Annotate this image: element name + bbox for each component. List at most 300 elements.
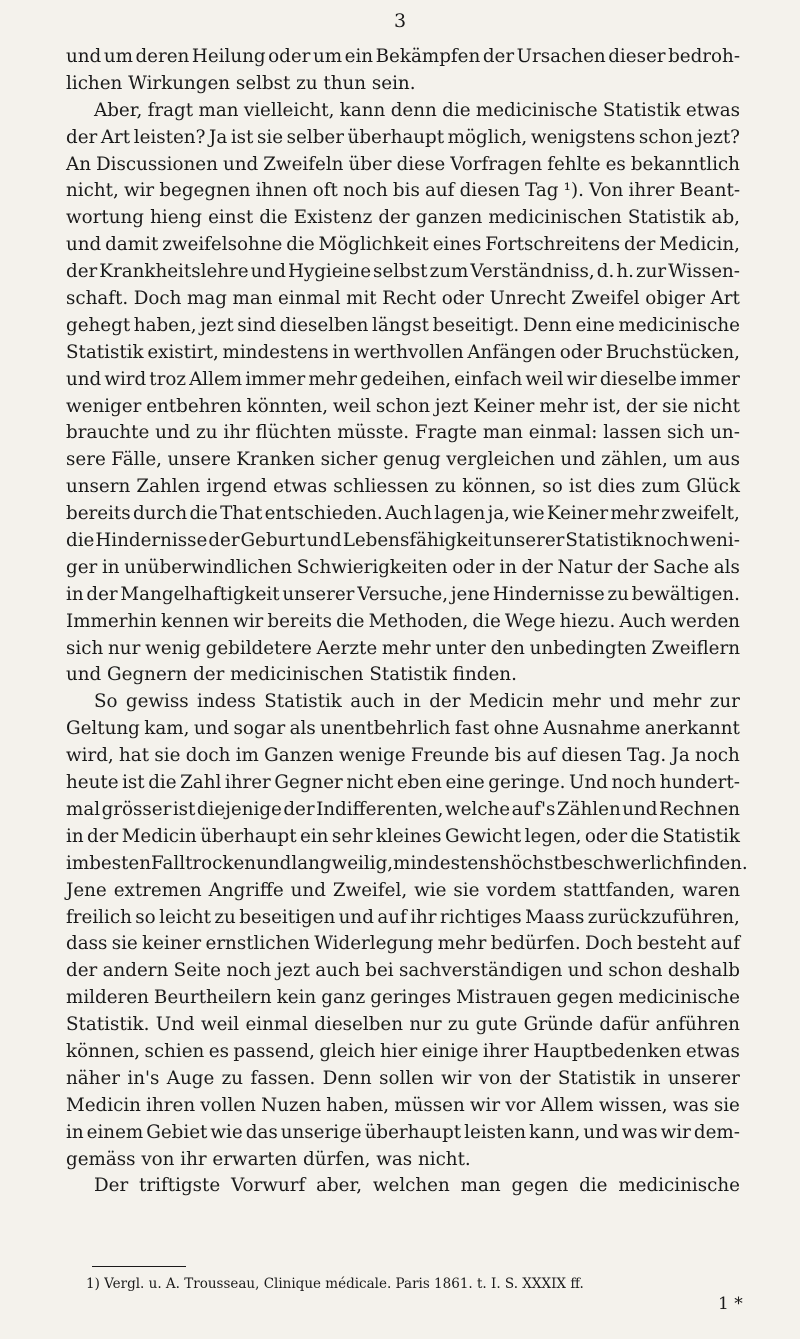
word: Medicin [66, 1094, 141, 1116]
word: können, [462, 476, 537, 498]
word: Existenz [293, 207, 373, 229]
word: bis [392, 180, 420, 202]
word: hundert- [659, 772, 740, 794]
word: wie [210, 1121, 243, 1143]
word: wir [469, 1094, 501, 1116]
word: bedroh- [668, 46, 740, 67]
word: Zweifel, [332, 879, 408, 901]
word: mindestens [393, 852, 500, 874]
word: ab, [711, 207, 740, 229]
word: Fall [151, 852, 186, 874]
word: so [135, 906, 156, 928]
word: weil [332, 395, 372, 417]
text-line [66, 71, 740, 98]
word: längst [371, 314, 429, 336]
word: Indifferenten, [316, 798, 444, 820]
word: besteht [636, 933, 707, 955]
word: fragt [147, 99, 194, 121]
word: unserer [492, 530, 565, 552]
word: und [256, 852, 292, 874]
word: Gewicht [444, 825, 522, 847]
word: Mistrauen [456, 987, 552, 1009]
word: lassen [603, 422, 662, 444]
text-line [66, 205, 740, 232]
word: brauchte [66, 422, 150, 444]
footnote-rule [92, 1266, 186, 1267]
word: zweifelt, [661, 503, 740, 525]
word: ist [568, 476, 592, 498]
word: in [499, 556, 517, 578]
word: d. [596, 261, 615, 283]
word: Art [100, 126, 131, 148]
word: im [66, 852, 90, 874]
word: Von [589, 180, 624, 202]
word: die [472, 610, 501, 632]
word: aber, [316, 1175, 363, 1197]
word: sogar [233, 718, 286, 740]
text-line [66, 878, 740, 905]
word: fast [454, 718, 490, 740]
word: hat [119, 745, 150, 767]
word: leisten [464, 1121, 527, 1143]
word: ihr [223, 422, 250, 444]
word: ohne [493, 718, 539, 740]
word: Allem [189, 368, 243, 390]
word: und [155, 422, 191, 444]
word: über [348, 153, 392, 175]
word: fassen. [250, 1067, 316, 1089]
word: Keiner [473, 395, 535, 417]
word: oder [584, 825, 628, 847]
word: und [193, 718, 230, 740]
word: ist, [592, 395, 622, 417]
text-line [66, 905, 740, 932]
word: medicinische [618, 1175, 740, 1197]
word: zu [447, 1014, 470, 1036]
word: Bruchstücken, [605, 341, 740, 363]
word: Medicin [468, 691, 544, 713]
word: Medicin, [659, 234, 740, 256]
word: der [625, 395, 658, 417]
word: noch [643, 530, 689, 552]
word: jene [450, 583, 490, 605]
word: und [66, 368, 102, 390]
word: Denn [522, 314, 572, 336]
word: Maass [525, 906, 585, 928]
word: Aber, [94, 99, 143, 121]
word: selber [286, 126, 344, 148]
word: und [622, 798, 658, 820]
word: besten [89, 852, 152, 874]
word: Statistik. [66, 1014, 150, 1036]
word: Recht [382, 288, 437, 310]
text-line [66, 474, 740, 501]
word: Art [710, 288, 740, 310]
word: müssen [394, 1094, 465, 1116]
text-line [66, 1173, 740, 1200]
word: gleich [319, 1040, 376, 1062]
word: einmal: [528, 422, 598, 444]
word: in [66, 825, 84, 847]
word: oft [312, 180, 338, 202]
word: ist [230, 126, 254, 148]
text-line [66, 528, 740, 555]
word: in [66, 1121, 84, 1143]
word: Tag [525, 180, 559, 202]
word: Geburt [240, 530, 306, 552]
word: lagen [434, 503, 486, 525]
word: von [478, 1067, 512, 1089]
word: eine [445, 772, 485, 794]
word: gehegt [66, 314, 131, 336]
word: ihren [146, 1094, 196, 1116]
word: Kranken [236, 449, 316, 471]
word: Auch [619, 610, 667, 632]
word: man [482, 422, 523, 444]
word: Medicin [121, 825, 197, 847]
word: vordem [486, 879, 557, 901]
word: diese [396, 153, 446, 175]
word: stattfanden, [563, 879, 676, 901]
word: höchst [499, 852, 561, 874]
word: Fortschreitens [485, 234, 621, 256]
word: Vorwurf [231, 1175, 306, 1197]
word: um [103, 46, 133, 67]
word: Hindernisse [492, 583, 605, 605]
word: unentbehrlich [320, 718, 451, 740]
word: Zahl [180, 772, 222, 794]
word: könnten, [246, 395, 329, 417]
word: der [624, 234, 656, 256]
word: und [306, 530, 342, 552]
word: sie [453, 879, 480, 901]
word: Immerhin [66, 610, 157, 632]
text-line [66, 98, 740, 125]
word: kann [339, 99, 386, 121]
word: freilich [66, 906, 132, 928]
word: um [673, 449, 703, 471]
word: flüchten [255, 422, 332, 444]
word: noch [695, 745, 740, 767]
word: Krankheitslehre [99, 261, 249, 283]
text-line [66, 1120, 740, 1147]
word: der [86, 583, 118, 605]
word: So [94, 691, 118, 713]
signature-mark: 1 * [718, 1294, 743, 1314]
text-line [66, 313, 740, 340]
word: überhaupt [347, 126, 445, 148]
word: als [289, 718, 316, 740]
word: Und [155, 1014, 195, 1036]
word: mehr [652, 691, 702, 713]
word: unsere [167, 449, 231, 471]
text-line [66, 1066, 740, 1093]
word: vollen [200, 1094, 256, 1116]
text-line [66, 232, 740, 259]
word: irgend [206, 476, 267, 498]
word: der [66, 126, 98, 148]
word: mehr [437, 933, 487, 955]
word: der [429, 691, 461, 713]
word: bis [494, 745, 522, 767]
text-line [66, 824, 740, 851]
word: zu [434, 476, 457, 498]
word: eben [396, 772, 442, 794]
word: etwas [685, 1040, 740, 1062]
word: etwas [273, 476, 328, 498]
word: medicinische [618, 314, 740, 336]
word: und [583, 1121, 619, 1143]
word: weil [525, 368, 564, 390]
word: die [259, 207, 288, 229]
word: der [283, 798, 315, 820]
word: der [521, 556, 553, 578]
word: schon [375, 395, 431, 417]
word: und [560, 449, 596, 471]
word: den [490, 637, 525, 659]
word: wir [233, 610, 264, 632]
word: die [286, 234, 315, 256]
text-line [66, 636, 740, 663]
word: gewiss [125, 691, 189, 713]
word: medicinischen [488, 207, 622, 229]
word: wird [104, 368, 147, 390]
word: bekanntlich [630, 153, 740, 175]
word: Ganzen [264, 745, 334, 767]
word: die [189, 503, 218, 525]
word: dieselbe [599, 368, 677, 390]
word: wie [512, 503, 545, 525]
word: wir [123, 180, 155, 202]
word: Gründe [523, 1014, 594, 1036]
word: haben, [326, 1094, 390, 1116]
word: die [148, 772, 177, 794]
word: grösser [101, 798, 172, 820]
text-line [66, 259, 740, 286]
word: in's [127, 1067, 160, 1089]
text-line [66, 662, 740, 689]
word: genug [382, 449, 441, 471]
word: die [66, 530, 95, 552]
word: der [519, 1067, 551, 1089]
word: vergleichen [446, 449, 555, 471]
word: Widerlegung [314, 933, 434, 955]
word: schien [144, 1040, 205, 1062]
line-text: und Gegnern der medicinischen Statistik finden. [66, 664, 517, 686]
text-line [66, 689, 740, 716]
text-line [66, 931, 740, 958]
word: und [567, 960, 603, 982]
word: einem [86, 1121, 144, 1143]
text-line [66, 394, 740, 421]
word: einst [208, 207, 254, 229]
word: waren [682, 879, 740, 901]
word: damit [105, 234, 159, 256]
word: kein [276, 987, 317, 1009]
word: und [609, 691, 645, 713]
word: Schwierigkeiten [296, 556, 448, 578]
word: noch [611, 772, 657, 794]
word: und [250, 261, 286, 283]
word: einige [421, 1040, 479, 1062]
word: anerkannt [644, 718, 740, 740]
text-line [66, 44, 740, 71]
word: richtiges [439, 906, 522, 928]
word: um [312, 46, 343, 67]
word: Verständniss, [470, 261, 595, 283]
word: Statistik [264, 691, 342, 713]
word: einmal [245, 1014, 308, 1036]
word: Gegner [274, 772, 343, 794]
word: selbst [373, 261, 428, 283]
word: bereits [267, 610, 333, 632]
word: Statistik [66, 341, 144, 363]
word: ein [300, 825, 329, 847]
text-line [66, 447, 740, 474]
word: heute [66, 772, 119, 794]
word: jezt [434, 395, 469, 417]
word: Hauptbedenken [533, 1040, 682, 1062]
word: schliessen [333, 476, 429, 498]
word: Doch [133, 288, 182, 310]
word: unserer [282, 583, 355, 605]
word: Keiner [546, 503, 609, 525]
word: beschwerlich [560, 852, 684, 874]
word: obiger [645, 288, 706, 310]
word: auf [377, 906, 407, 928]
word: Angriffe [208, 879, 284, 901]
word: Vorfragen [450, 153, 543, 175]
word: auch [315, 960, 360, 982]
word: nicht, [66, 180, 119, 202]
word: unter [435, 637, 486, 659]
word: Fragte [414, 422, 478, 444]
word: Zweifeln [263, 153, 344, 175]
word: Auch [385, 503, 432, 525]
word: in [66, 583, 84, 605]
word: so [542, 476, 563, 498]
word: dieselben [279, 314, 369, 336]
word: die [336, 610, 365, 632]
word: Glück [686, 476, 740, 498]
text-line [66, 797, 740, 824]
word: hieng [150, 207, 202, 229]
word: sicher [320, 449, 378, 471]
word: wenige [338, 745, 406, 767]
footnote: 1) Vergl. u. A. Trousseau, Clinique médicale. Paris 1861. t. I. S. XXXIX ff. [86, 1276, 584, 1292]
word: geringes [370, 987, 452, 1009]
word: sind [237, 314, 277, 336]
word: begegnen [159, 180, 251, 202]
word: Unrecht [489, 288, 566, 310]
word: möglich, [447, 126, 528, 148]
word: wir [566, 368, 597, 390]
word: Statistik [602, 99, 681, 121]
word: noch [342, 180, 388, 202]
word: müsste. [337, 422, 410, 444]
text-line [66, 716, 740, 743]
word: sie [154, 745, 181, 767]
word: wissen, [598, 1094, 668, 1116]
word: in [101, 556, 120, 578]
word: Statistik [565, 530, 643, 552]
word: der [66, 960, 98, 982]
word: vor [505, 1094, 536, 1116]
word: zurückzuführen, [587, 906, 740, 928]
word: Auge [166, 1067, 215, 1089]
word: der [616, 556, 649, 578]
word: wortung [66, 207, 144, 229]
word: Zweiflern [651, 637, 740, 659]
word: auf [526, 745, 557, 767]
text-line [66, 985, 740, 1012]
word: hier [380, 1040, 418, 1062]
word: kam, [144, 718, 190, 740]
word: langweilig, [291, 852, 394, 874]
word: in [332, 341, 350, 363]
word: zweifelsohne [162, 234, 283, 256]
word: deren [135, 46, 190, 67]
page-number: 3 [393, 10, 407, 32]
word: und [66, 46, 102, 67]
word: man [232, 288, 273, 310]
word: überhaupt [364, 1121, 462, 1143]
word: jezt? [696, 126, 740, 148]
word: der [208, 530, 240, 552]
word: einfach [454, 368, 523, 390]
word: Freunde [410, 745, 490, 767]
text-line [66, 420, 740, 447]
text-line [66, 851, 748, 878]
word: bereits [66, 503, 131, 525]
word: ihnen [255, 180, 308, 202]
word: ist [122, 772, 145, 794]
word: sollen [379, 1067, 434, 1089]
text-line [66, 770, 740, 797]
word: gegen [556, 987, 614, 1009]
word: und [66, 234, 102, 256]
word: Möglichkeit [318, 234, 429, 256]
word: kleines [375, 825, 442, 847]
word: Statistik [662, 825, 740, 847]
text-line [66, 582, 740, 609]
word: welchen [372, 1175, 450, 1197]
text-line [66, 286, 740, 313]
word: zum [429, 261, 469, 283]
word: Hindernisse [95, 530, 208, 552]
line-text: lichen Wirkungen selbst zu thun sein. [66, 72, 416, 94]
word: bedürfen. [490, 933, 581, 955]
word: weil [200, 1014, 240, 1036]
word: einmal [278, 288, 341, 310]
word: Doch [584, 933, 633, 955]
word: sie [111, 933, 138, 955]
word: sie [713, 1094, 740, 1116]
word: der [87, 825, 119, 847]
word: in [642, 1067, 661, 1089]
word: sie [256, 126, 284, 148]
word: werden [670, 610, 740, 632]
word: gute [475, 1014, 518, 1036]
word: ¹). [563, 180, 584, 202]
word: fehlte [547, 153, 601, 175]
text-line [66, 1093, 740, 1120]
word: ernstlichen [205, 933, 310, 955]
word: bewältigen. [631, 583, 740, 605]
word: überhaupt [200, 825, 297, 847]
word: oder [268, 46, 311, 67]
word: schon [638, 126, 694, 148]
